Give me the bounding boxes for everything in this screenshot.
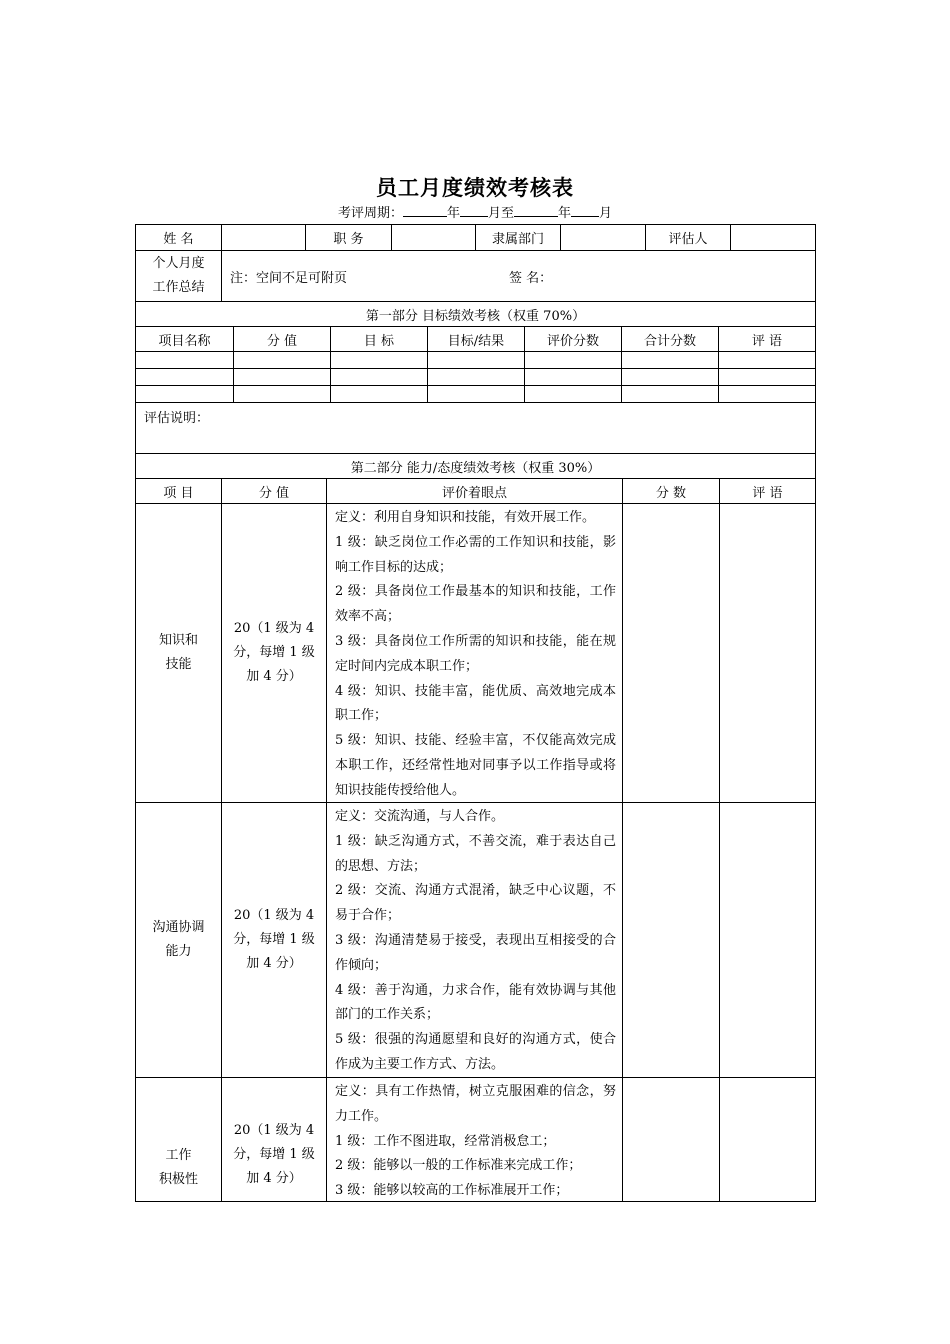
department-field[interactable] — [560, 225, 645, 250]
competency-row — [136, 503, 815, 802]
part1-cell[interactable] — [233, 369, 330, 385]
competency-score-line-2: 分，每增 1 级 — [233, 932, 315, 947]
competency-score-line-2: 分，每增 1 级 — [233, 645, 315, 660]
summary-label-line-2: 工作总结 — [152, 280, 205, 295]
part1-cell[interactable] — [718, 386, 815, 402]
competency-comment-field[interactable] — [719, 1078, 815, 1201]
part1-col-target: 目 标 — [330, 327, 427, 351]
criteria-level-2: 2 级：能够以一般的工作标准来完成工作； — [335, 1158, 582, 1174]
part1-cell[interactable] — [524, 352, 621, 368]
period-year-2: 年 — [558, 206, 572, 221]
end-month-blank[interactable] — [571, 204, 599, 217]
competency-rating-field[interactable] — [622, 1078, 719, 1201]
part1-cell[interactable] — [427, 369, 524, 385]
part2-col-comment: 评 语 — [719, 479, 815, 503]
criteria-level-4: 4 级：知识、技能丰富，能优质、高效地完成本职工作； — [335, 683, 616, 724]
period-year-1: 年 — [446, 206, 460, 221]
criteria-level-3: 3 级：具备岗位工作所需的知识和技能，能在规定时间内完成本职工作； — [335, 633, 616, 674]
competency-comment-field[interactable] — [719, 803, 815, 1077]
competency-row — [136, 1077, 815, 1201]
evaluation-period — [0, 202, 950, 221]
signature-label: 签 名： — [509, 270, 553, 286]
competency-rating-field[interactable] — [622, 504, 719, 802]
competency-name-line-1: 知识和 — [158, 633, 198, 648]
competency-score-line-3: 加 4 分） — [246, 669, 302, 684]
part1-row — [136, 368, 815, 385]
start-year-blank[interactable] — [403, 204, 447, 217]
part2-col-criteria: 评价着眼点 — [326, 479, 622, 503]
criteria-definition: 定义：具有工作热情，树立克服困难的信念，努力工作。 — [335, 1084, 616, 1124]
competency-criteria — [326, 803, 622, 1077]
competency-name — [136, 1078, 221, 1201]
part1-cell[interactable] — [427, 386, 524, 402]
part1-col-target-result: 目标/结果 — [427, 327, 524, 351]
competency-score-line-1: 20（1 级为 4 — [233, 621, 315, 636]
part1-cell[interactable] — [524, 386, 621, 402]
competency-score — [221, 803, 326, 1077]
summary-label-line-1: 个人月度 — [152, 256, 205, 271]
basic-info-row — [136, 225, 815, 250]
criteria-definition: 定义：交流沟通，与人合作。 — [335, 809, 505, 824]
part1-cell[interactable] — [621, 386, 718, 402]
name-field[interactable] — [221, 225, 305, 250]
evaluation-notes-label: 评估说明： — [144, 411, 210, 426]
criteria-level-1: 1 级：缺乏沟通方式，不善交流，难于表达自己的思想、方法； — [335, 833, 616, 874]
part1-cell[interactable] — [233, 386, 330, 402]
appraisal-table — [135, 224, 816, 1202]
competency-rating-field[interactable] — [622, 803, 719, 1077]
competency-name-line-1: 沟通协调 — [152, 920, 205, 935]
competency-score-line-2: 分，每增 1 级 — [233, 1147, 315, 1162]
competency-name — [136, 504, 221, 802]
part1-col-item-name: 项目名称 — [158, 333, 211, 349]
evaluation-notes-row — [136, 402, 815, 453]
competency-score-line-1: 20（1 级为 4 — [233, 908, 315, 923]
competency-comment-field[interactable] — [719, 504, 815, 802]
part1-cell[interactable] — [718, 369, 815, 385]
form-title: 员工月度绩效考核表 — [376, 175, 574, 200]
criteria-level-1: 1 级：缺乏岗位工作必需的工作知识和技能，影响工作目标的达成； — [335, 534, 616, 575]
competency-score-line-3: 加 4 分） — [246, 1171, 302, 1186]
part2-title-row — [136, 453, 815, 478]
competency-name-line-2: 积极性 — [158, 1172, 198, 1187]
criteria-level-3: 3 级：沟通清楚易于接受，表现出互相接受的合作倾向； — [335, 932, 616, 973]
summary-label — [136, 251, 221, 301]
part1-cell[interactable] — [136, 386, 233, 402]
criteria-level-2: 2 级：交流、沟通方式混淆，缺乏中心议题，不易于合作； — [335, 883, 616, 924]
evaluator-label: 评估人 — [645, 225, 730, 250]
part1-cell[interactable] — [427, 352, 524, 368]
department-label: 隶属部门 — [475, 225, 560, 250]
name-label: 姓 名 — [163, 232, 194, 247]
part2-col-item: 项 目 — [163, 485, 194, 501]
competency-score-line-3: 加 4 分） — [246, 956, 302, 971]
period-label: 考评周期： — [337, 206, 403, 221]
competency-criteria — [326, 504, 622, 802]
part1-cell[interactable] — [330, 369, 427, 385]
period-month-2: 月 — [599, 206, 613, 221]
summary-field[interactable] — [221, 251, 815, 301]
criteria-level-1: 1 级：工作不图进取，经常消极怠工； — [335, 1133, 556, 1149]
criteria-definition: 定义：利用自身知识和技能，有效开展工作。 — [335, 510, 596, 525]
work-summary-row — [136, 250, 815, 301]
competency-name — [136, 803, 221, 1077]
competency-score — [221, 504, 326, 802]
competency-name-line-1: 工作 — [165, 1148, 192, 1163]
part1-col-score: 分 值 — [233, 327, 330, 351]
part1-row — [136, 385, 815, 402]
position-label: 职 务 — [305, 225, 391, 250]
competency-name-line-2: 能力 — [165, 944, 192, 959]
part1-cell[interactable] — [136, 352, 233, 368]
part1-cell[interactable] — [330, 386, 427, 402]
part1-cell[interactable] — [718, 352, 815, 368]
part1-col-comment: 评 语 — [718, 327, 815, 351]
part2-title: 第二部分 能力/态度绩效考核（权重 30%） — [350, 460, 601, 476]
competency-name-line-2: 技能 — [165, 657, 192, 672]
part1-cell[interactable] — [621, 352, 718, 368]
part1-cell[interactable] — [524, 369, 621, 385]
part1-header-row — [136, 326, 815, 351]
part2-col-rating: 分 数 — [622, 479, 719, 503]
criteria-level-4: 4 级：善于沟通，力求合作，能有效协调与其他部门的工作关系； — [335, 982, 616, 1023]
summary-note: 注：空间不足可附页 — [230, 270, 348, 286]
criteria-level-3: 3 级：能够以较高的工作标准展开工作； — [335, 1183, 569, 1199]
competency-criteria — [326, 1078, 622, 1201]
part1-col-rating: 评价分数 — [524, 327, 621, 351]
part1-row — [136, 351, 815, 368]
part1-cell[interactable] — [330, 352, 427, 368]
part1-cell[interactable] — [233, 352, 330, 368]
part1-title: 第一部分 目标绩效考核（权重 70%） — [365, 308, 586, 324]
competency-score — [221, 1078, 326, 1201]
part2-header-row — [136, 478, 815, 503]
part1-title-row — [136, 301, 815, 326]
part1-col-total: 合计分数 — [621, 327, 718, 351]
competency-row — [136, 802, 815, 1077]
part1-cell[interactable] — [136, 369, 233, 385]
criteria-level-5: 5 级：知识、技能、经验丰富，不仅能高效完成本职工作，还经常性地对同事予以工作指导或将知识技能传授给他人。 — [335, 733, 616, 798]
position-field[interactable] — [391, 225, 475, 250]
part2-col-score: 分 值 — [221, 479, 326, 503]
evaluator-field[interactable] — [730, 225, 815, 250]
part1-cell[interactable] — [621, 369, 718, 385]
criteria-level-2: 2 级：具备岗位工作最基本的知识和技能，工作效率不高； — [335, 584, 616, 625]
end-year-blank[interactable] — [514, 204, 558, 217]
evaluation-notes-field[interactable] — [136, 403, 815, 453]
start-month-blank[interactable] — [460, 204, 488, 217]
competency-score-line-1: 20（1 级为 4 — [233, 1123, 315, 1138]
period-month-1: 月至 — [487, 206, 514, 221]
criteria-level-5: 5 级：很强的沟通愿望和良好的沟通方式，使合作成为主要工作方式、方法。 — [335, 1032, 616, 1072]
